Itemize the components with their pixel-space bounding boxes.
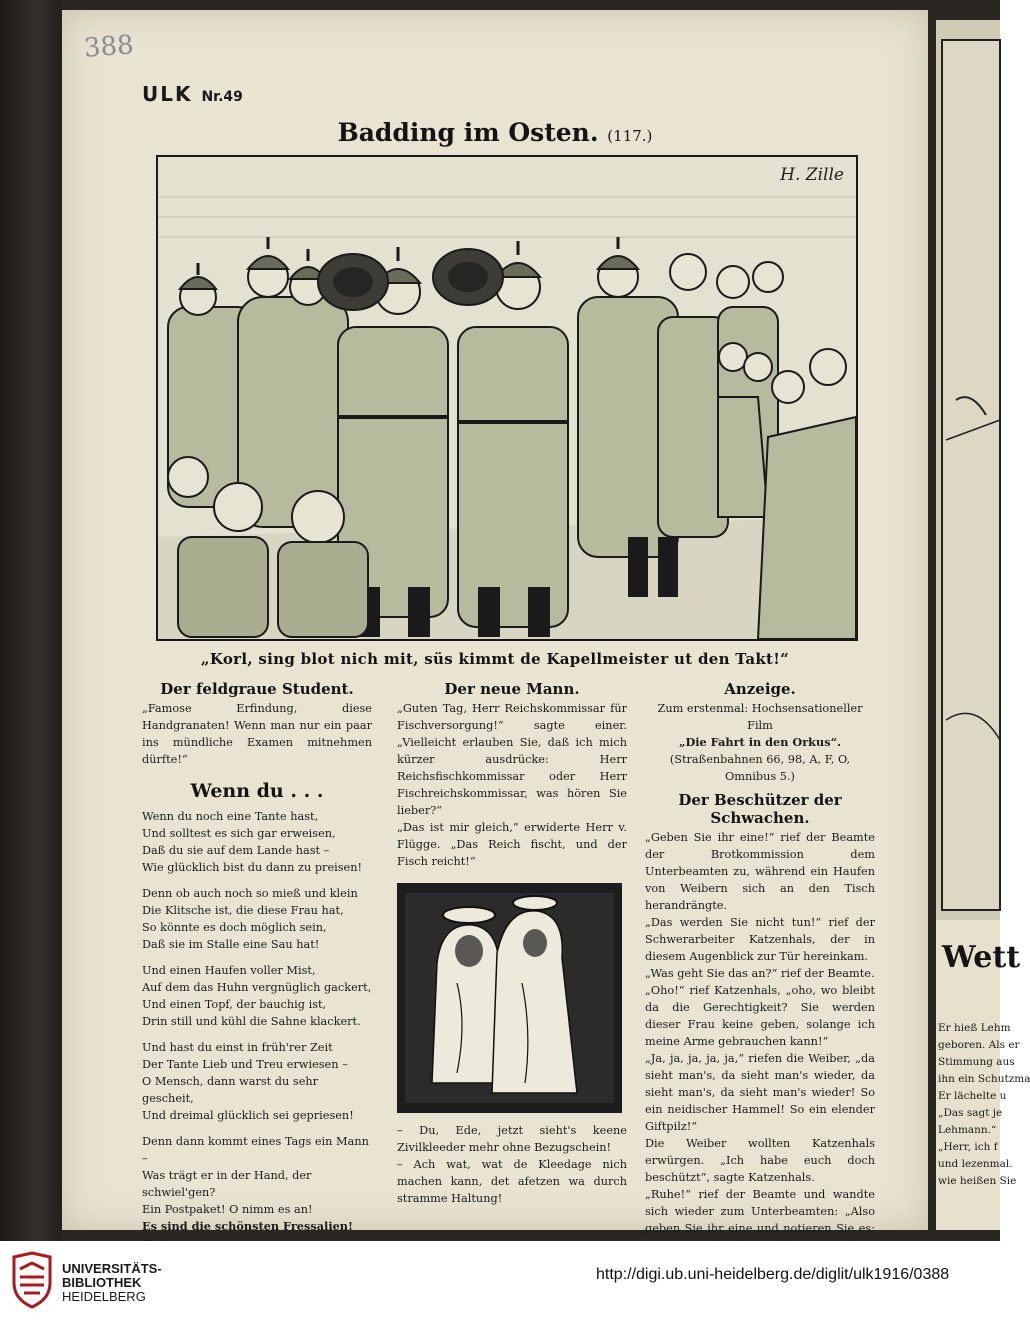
source-url-link[interactable]: http://digi.ub.uni-heidelberg.de/diglit/ulk1916/0388: [596, 1266, 950, 1283]
artist-signature: H. Zille: [780, 165, 844, 185]
cartoon-illustration: [156, 155, 858, 641]
poem-line: Und einen Topf, der bauchig ist,: [142, 998, 327, 1011]
ad-line-1: Zum erstenmal: Hochsensationeller Film: [657, 702, 863, 732]
tagesgespraech-drawing: [397, 883, 622, 1113]
adjacent-illustration-drawing: [936, 20, 1000, 920]
adjacent-text: [938, 1020, 1030, 1190]
poem-line: Die Klitsche ist, die diese Frau hat,: [142, 904, 344, 917]
adjacent-line: und lezenmal.: [938, 1158, 1013, 1170]
adjacent-line: ihn ein Schutzma: [938, 1073, 1030, 1085]
text-neue-mann-2: „Das ist mir gleich,“ erwiderte Herr v. Flügge. „Das Reich fischt, und der Fisch reicht!“: [397, 821, 627, 868]
university-name-line: HEIDELBERG: [62, 1289, 146, 1304]
heading-wenn-du: Wenn du . . .: [190, 780, 324, 802]
poem-stanza: [142, 885, 372, 953]
adjacent-line: „Herr, ich f: [938, 1141, 998, 1153]
text-neue-mann-1: „Guten Tag, Herr Reichskommissar für Fischversorgung!“ sagte einer. „Vielleicht erlauben Sie, daß ich mich kürzer ausdrücke: Herr Reichsfischkommissar oder Herr Fischreichskommissar, was hören Sie lieber?“: [397, 702, 627, 817]
poem-line: Wenn du noch eine Tante hast,: [142, 810, 319, 823]
adjacent-line: Stimmung aus: [938, 1056, 1015, 1068]
magazine-name: ULK: [142, 82, 193, 106]
poem-line: Wie glücklich bist du dann zu preisen!: [142, 861, 363, 874]
poem-line: Drin still und kühl die Sahne klackert.: [142, 1015, 361, 1028]
poem-line: Daß du sie auf dem Lande hast –: [142, 844, 330, 857]
poem-line: O Mensch, dann warst du sehr gescheit,: [142, 1075, 319, 1105]
university-name-line: UNIVERSITÄTS-: [62, 1261, 162, 1276]
story-paragraph: „Das werden Sie nicht tun!“ rief der Schwerarbeiter Katzenhals, der in diesem Augenblick zur Tür hereinkam.: [645, 916, 875, 963]
tagesgespraech-illustration: [397, 883, 622, 1113]
adjacent-page: [936, 20, 1030, 1230]
tagesgespraech-dialog: [397, 1122, 627, 1207]
adjacent-line: geboren. Als er: [938, 1039, 1020, 1051]
magazine-header: [142, 82, 243, 106]
dialog-line-1: – Du, Ede, jetzt sieht's keene Zivilkleeder mehr ohne Bezugschein!: [397, 1124, 627, 1154]
column-middle: [397, 680, 627, 904]
adjacent-line: Lehmann.“: [938, 1124, 997, 1136]
ad-line-2: „Die Fahrt in den Orkus“.: [678, 735, 842, 749]
heading-beschuetzer: Der Beschützer der Schwachen.: [678, 791, 842, 827]
poem-stanza: [142, 962, 372, 1030]
poem-line: Und hast du einst in früh'rer Zeit: [142, 1041, 333, 1054]
cartoon-drawing: [158, 157, 856, 639]
adjacent-line: „Das sagt je: [938, 1107, 1003, 1119]
story-paragraph: „Ja, ja, ja, ja, ja,“ riefen die Weiber, „da sieht man's, da sieht man's wieder, da sieht man's, da sieht man's wieder! So ein neidischer Hammel! So ein elender Giftpilz!“: [645, 1052, 875, 1133]
adjacent-page-illustration: [936, 20, 1000, 920]
dialog-line-2: – Ach wat, wat de Kleedage nich machen kann, det afetzen wa durch stramme Haltung!: [397, 1158, 627, 1205]
text-feldgraue-student: „Famose Erfindung, diese Handgranaten! Wenn man nur ein paar ins mündliche Examen mitnehmen dürfte!“: [142, 702, 372, 766]
heading-feldgraue-student: Der feldgraue Student.: [160, 680, 354, 698]
university-logo-icon[interactable]: [10, 1253, 54, 1307]
story-paragraph: „Ruhe!“ rief der Beamte und wandte sich wieder zum Unterbeamten: „Also geben Sie ihr eine und notieren Sie es:: [645, 1188, 875, 1235]
cartoon-caption: „Korl, sing blot nich mit, süs kimmt de Kapellmeister ut den Takt!“: [200, 650, 790, 668]
poem-line: Daß sie im Stalle eine Sau hat!: [142, 938, 320, 951]
title-number: (117.): [607, 127, 653, 145]
poem-line: So könnte es doch möglich sein,: [142, 921, 327, 934]
adjacent-line: wie heißen Sie: [938, 1175, 1017, 1187]
ad-line-3: (Straßenbahnen 66, 98, A, F, O, Omnibus 5.): [669, 753, 851, 783]
poem-line: Was trägt er in der Hand, der schwiel'gen?: [142, 1169, 312, 1199]
poem-line: Und einen Haufen voller Mist,: [142, 964, 316, 977]
adjacent-heading: Wett: [942, 940, 1021, 975]
pencil-page-number: 388: [83, 30, 135, 64]
poem-line: Der Tante Lieb und Treu erwiesen –: [142, 1058, 348, 1071]
poem-line: Ein Postpaket! O nimm es an!: [142, 1203, 313, 1216]
story-paragraph: „Oho!“ rief Katzenhals, „oho, wo bleibt da die Gerechtigkeit? Sie werden dieser Frau keine geben, solange ich meine Arme gebrauchen kann!“: [645, 984, 875, 1048]
heading-neue-mann: Der neue Mann.: [444, 680, 580, 698]
adjacent-line: Er lächelte u: [938, 1090, 1007, 1102]
column-left: [142, 680, 372, 1263]
poem-stanza: [142, 1133, 372, 1254]
story-paragraph: „Geben Sie ihr eine!“ rief der Beamte der Brotkommission dem Unterbeamten zu, während ein Haufen von Weibern sich an den Tisch herandrängte.: [645, 831, 875, 912]
story-paragraph: Die Weiber wollten Katzenhals erwürgen. „Ich habe euch doch beschützt“, sagte Katzenhals.: [645, 1137, 875, 1184]
university-name-line: BIBLIOTHEK: [62, 1275, 142, 1290]
issue-number: Nr.49: [201, 89, 243, 105]
magazine-page: [62, 10, 928, 1235]
poem-stanza: [142, 1039, 372, 1124]
column-right: [645, 680, 875, 1271]
poem-line: Denn ob auch noch so mieß und klein: [142, 887, 358, 900]
university-name[interactable]: [62, 1262, 162, 1304]
poem-wenn-du: [142, 808, 372, 1254]
poem-line: Auf dem das Huhn vergnüglich gackert,: [142, 981, 372, 994]
poem-line: Und dreimal glücklich sei gepriesen!: [142, 1109, 354, 1122]
story-paragraph: „Was geht Sie das an?“ rief der Beamte.: [645, 967, 875, 980]
heading-anzeige: Anzeige.: [724, 680, 796, 698]
page-title: [62, 118, 928, 147]
poem-line: Denn dann kommt eines Tags ein Mann –: [142, 1135, 369, 1165]
poem-stanza: [142, 808, 372, 876]
poem-line-text: Es sind die schönsten Fressalien!: [142, 1219, 353, 1233]
poem-line: Und solltest es sich gar erweisen,: [142, 827, 336, 840]
book-binding: [0, 0, 62, 1241]
title-text: Badding im Osten.: [337, 118, 599, 147]
adjacent-line: Er hieß Lehm: [938, 1022, 1011, 1034]
